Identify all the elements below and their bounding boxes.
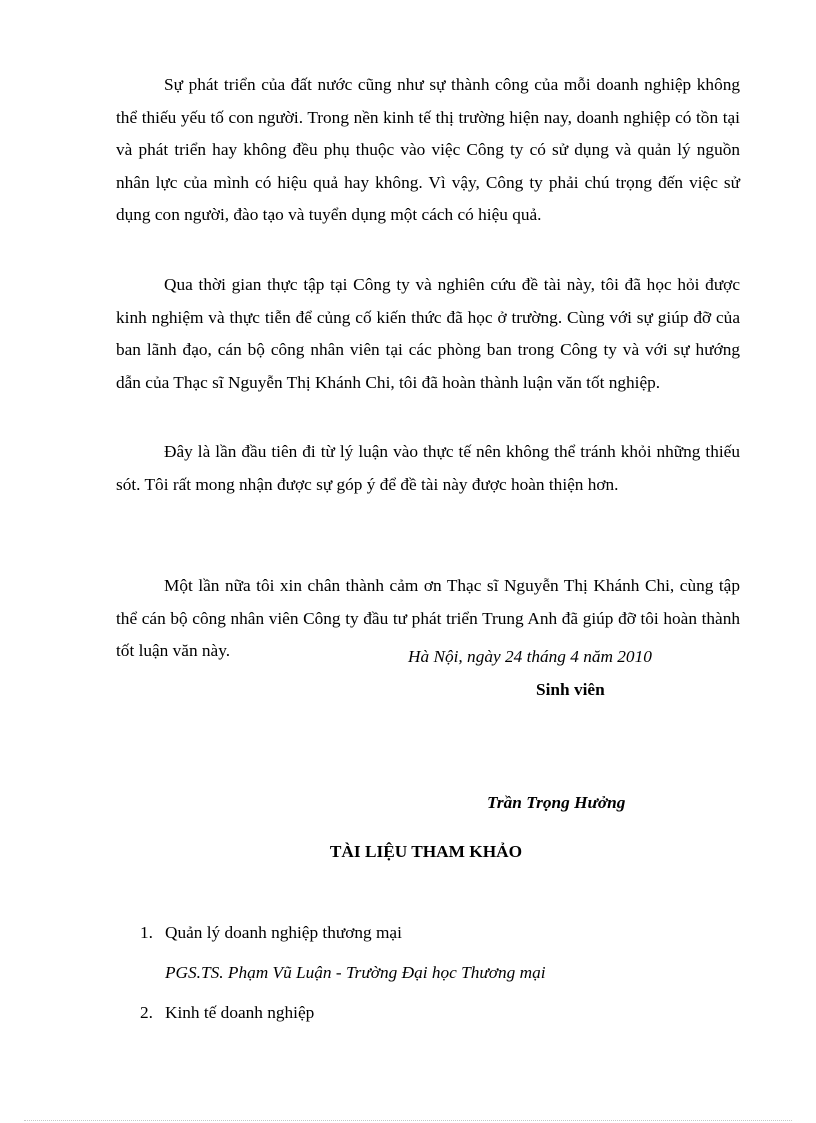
reference-author-1: PGS.TS. Phạm Vũ Luận - Trường Đại học Thương mại [165,963,546,982]
page-bottom-divider [24,1120,792,1121]
reference-number: 1. [140,923,153,942]
reference-number: 2. [140,1003,153,1022]
signature-role: Sinh viên [536,680,605,699]
reference-item-1 [140,923,402,943]
body-paragraph-1: Sự phát triển của đất nước cũng như sự thành công của mỗi doanh nghiệp không thể thiếu yếu tố con người. Trong nền kinh tế thị trường hiện nay, doanh nghiệp có tồn tại và phát triển hay không đều phụ thuộc vào việc Công ty có sử dụng và quản lý nguồn nhân lực của mình có hiệu quả hay không. Vì vậy, Công ty phải chú trọng đến việc sử dụng con người, đào tạo và tuyển dụng một cách có hiệu quả. [116,75,740,224]
signature-place-date: Hà Nội, ngày 24 tháng 4 năm 2010 [408,647,652,666]
body-paragraph-4: Một lần nữa tôi xin chân thành cảm ơn Thạc sĩ Nguyễn Thị Khánh Chi, cùng tập thể cán bộ công nhân viên Công ty đầu tư phát triển Trung Anh đã giúp đỡ tôi hoàn thành tốt luận văn này. [116,576,740,660]
reference-title: Quản lý doanh nghiệp thương mại [165,923,402,942]
signature-name: Trần Trọng Hưởng [487,793,626,812]
reference-item-2 [140,1003,314,1023]
reference-title: Kinh tế doanh nghiệp [165,1003,315,1022]
references-heading: TÀI LIỆU THAM KHẢO [329,842,523,861]
body-paragraph-2: Qua thời gian thực tập tại Công ty và nghiên cứu đề tài này, tôi đã học hỏi được kinh nghiệm và thực tiễn để củng cố kiến thức đã học ở trường. Cùng với sự giúp đỡ của ban lãnh đạo, cán bộ công nhân viên tại các phòng ban trong Công ty và với sự hướng dẫn của Thạc sĩ Nguyễn Thị Khánh Chi, tôi đã hoàn thành luận văn tốt nghiệp. [116,275,740,392]
body-paragraph-3: Đây là lần đầu tiên đi từ lý luận vào thực tế nên không thể tránh khỏi những thiếu sót. Tôi rất mong nhận được sự góp ý để đề tài này được hoàn thiện hơn. [116,442,740,494]
